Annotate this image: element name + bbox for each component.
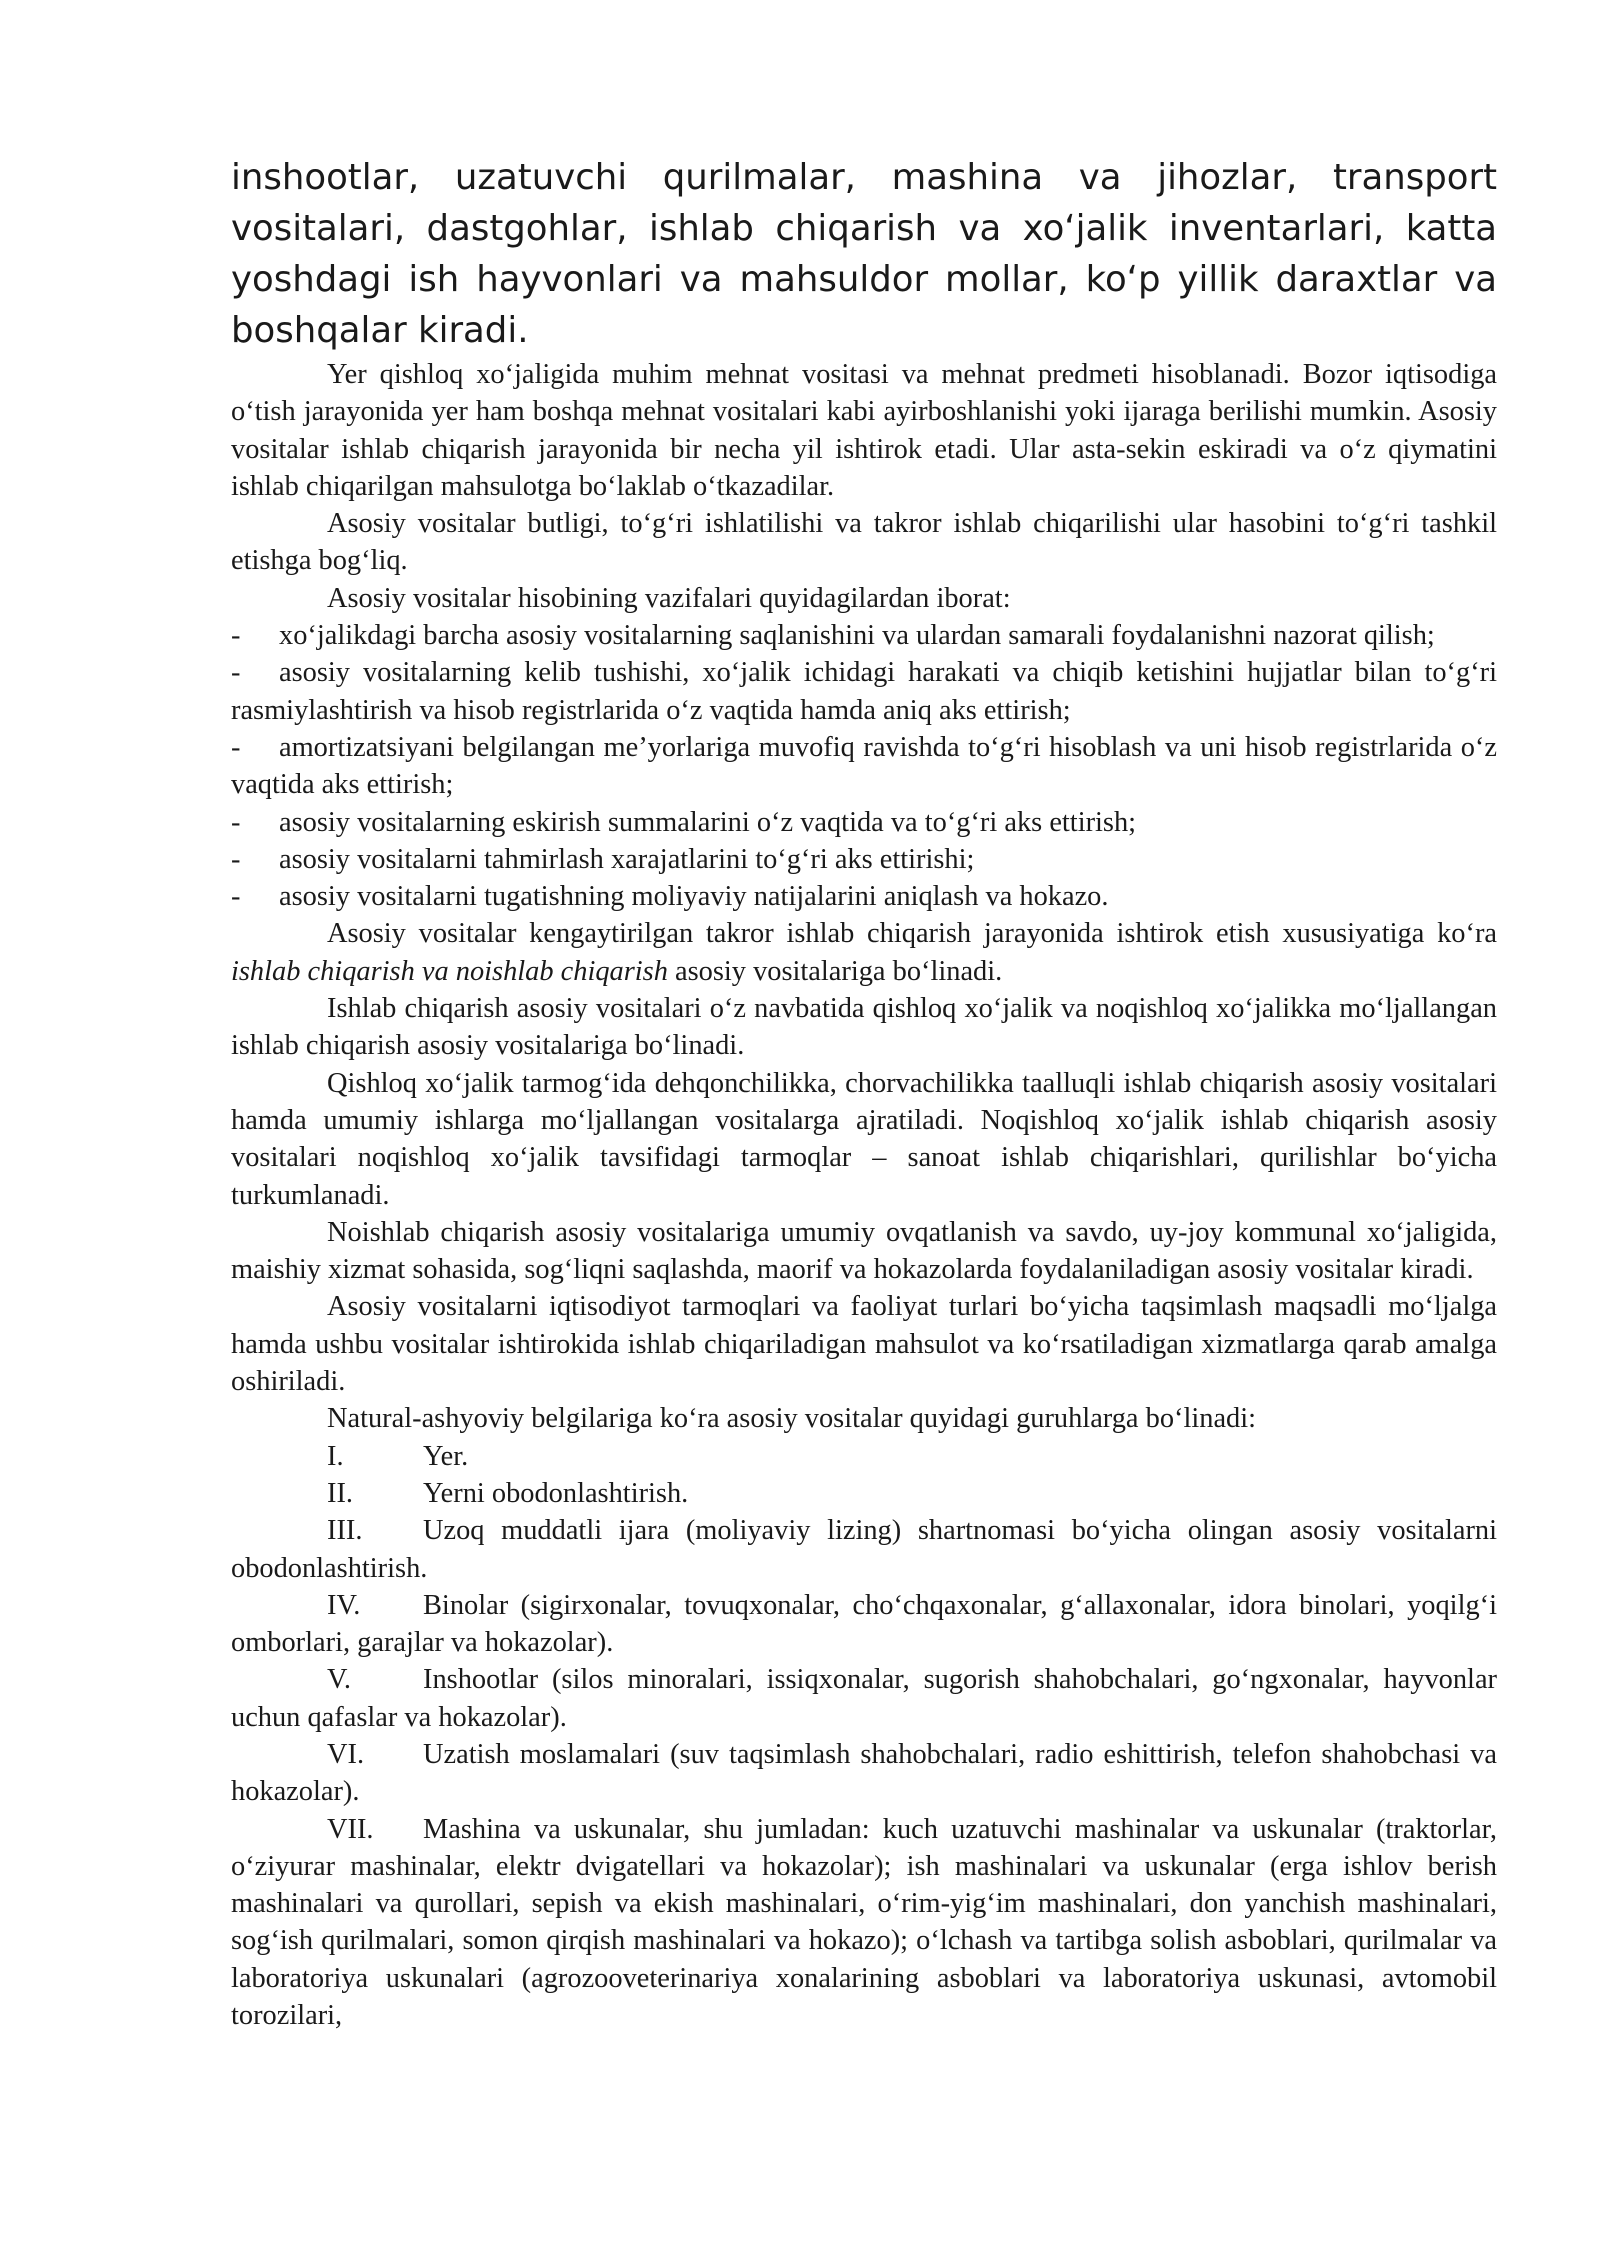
list-item-text: asosiy vositalarni tahmirlash xarajatlarini to‘g‘ri aks ettirishi;	[279, 843, 975, 875]
list-item	[231, 878, 1497, 915]
roman-list-item	[231, 1811, 1497, 2035]
roman-numeral: IV.	[327, 1589, 361, 1621]
paragraph: Asosiy vositalarni iqtisodiyot tarmoqlari va faoliyat turlari bo‘yicha taqsimlash maqsadli mo‘ljalga hamda ushbu vositalar ishtirokida ishlab chiqariladigan mahsulot va ko‘rsatiladigan xizmatlarga qarab amalga oshiriladi.	[231, 1291, 1497, 1398]
dash-marker: -	[231, 881, 241, 913]
roman-list-item	[231, 1512, 1497, 1587]
duties-list	[231, 617, 1497, 915]
paragraph: Asosiy vositalar hisobining vazifalari quyidagilardan iborat:	[327, 582, 1011, 614]
list-item-text: xo‘jalikdagi barcha asosiy vositalarning saqlanishini va ulardan samarali foydalanishni nazorat qilish;	[279, 620, 1435, 652]
dash-marker: -	[231, 657, 241, 689]
roman-item-text: Mashina va uskunalar, shu jumladan: kuch uzatuvchi mashinalar va uskunalar (traktorlar, o‘ziyurar mashinalar, elektr dvigatellari va hokazolar); ish mashinalari va uskunalar (erga ishlov berish mashinalari va qurollari, sepish va ekish mashinalari, o‘rim-yig‘im mashinalari, don yanchish mashinalari, sog‘ish qurilmalari, somon qirqish mashinalari va hokazo); o‘lchash va tartibga solish asboblari, qurilmalar va laboratoriya uskunalari (agrozooveterinariya xonalarining asboblari va laboratoriya uskunasi, avtomobil torozilari,	[231, 1813, 1497, 2032]
roman-item-text: Uzatish moslamalari (suv taqsimlash shahobchalari, radio eshittirish, telefon shahobchasi va hokazolar).	[231, 1738, 1497, 1808]
roman-item-text: Uzoq muddatli ijara (moliyaviy lizing) shartnomasi bo‘yicha olingan asosiy vositalarni obodonlashtirish.	[231, 1515, 1497, 1584]
roman-item-text: Inshootlar (silos minoralari, issiqxonalar, sugorish shahobchalari, go‘ngxonalar, hayvonlar uchun qafaslar va hokazolar).	[231, 1664, 1497, 1733]
groups-list	[231, 1438, 1497, 2035]
paragraph: Natural-ashyoviy belgilariga ko‘ra asosiy vositalar quyidagi guruhlarga bo‘linadi:	[327, 1403, 1257, 1435]
roman-numeral: VII.	[327, 1813, 374, 1845]
list-item	[231, 654, 1497, 729]
roman-item-text: Yer.	[423, 1440, 469, 1472]
dash-marker: -	[231, 843, 241, 875]
emphasis-text: ishlab chiqarish va noishlab chiqarish	[231, 955, 668, 987]
paragraph-text: asosiy vositalariga bo‘linadi.	[667, 955, 1003, 987]
roman-item-text: Binolar (sigirxonalar, tovuqxonalar, cho‘chqaxonalar, g‘allaxonalar, idora binolari, yoqilg‘i omborlari, garajlar va hokazolar).	[231, 1589, 1497, 1659]
roman-item-text: Yerni obodonlashtirish.	[423, 1477, 689, 1509]
document-page	[231, 152, 1497, 2034]
paragraph: Ishlab chiqarish asosiy vositalari o‘z navbatida qishloq xo‘jalik va noqishloq xo‘jalikka mo‘ljallangan ishlab chiqarish asosiy vositalariga bo‘linadi.	[231, 993, 1497, 1062]
paragraph-text: Asosiy vositalar kengaytirilgan takror ishlab chiqarish jarayonida ishtirok etish xususiyatiga ko‘ra	[327, 918, 1497, 950]
list-item-text: asosiy vositalarning kelib tushishi, xo‘jalik ichidagi harakati va chiqib ketishini hujjatlar bilan to‘g‘ri rasmiylashtirish va hisob registrlarida o‘z vaqtida hamda aniq aks ettirish;	[231, 657, 1497, 726]
lead-paragraph: inshootlar, uzatuvchi qurilmalar, mashina va jihozlar, transport vositalari, dastgohlar, ishlab chiqarish va xo‘jalik inventarlari, katta yoshdagi ish hayvonlari va mahsuldor mollar, ko‘p yillik daraxtlar va boshqalar kiradi.	[231, 157, 1497, 351]
roman-list-item	[231, 1587, 1497, 1662]
dash-marker: -	[231, 620, 241, 652]
roman-numeral: II.	[327, 1477, 354, 1509]
roman-list-item	[231, 1475, 1497, 1512]
document-body	[231, 356, 1497, 2034]
roman-numeral: III.	[327, 1515, 363, 1547]
roman-list-item	[231, 1736, 1497, 1811]
roman-numeral: I.	[327, 1440, 344, 1472]
dash-marker: -	[231, 731, 241, 763]
list-item-text: amortizatsiyani belgilangan me’yorlariga muvofiq ravishda to‘g‘ri hisoblash va uni hisob registrlarida o‘z vaqtida aks ettirish;	[231, 731, 1497, 801]
list-item-text: asosiy vositalarni tugatishning moliyaviy natijalarini aniqlash va hokazo.	[279, 881, 1109, 913]
list-item	[231, 617, 1497, 654]
roman-list-item	[231, 1661, 1497, 1736]
roman-numeral: VI.	[327, 1738, 365, 1770]
list-item	[231, 841, 1497, 878]
list-item	[231, 804, 1497, 841]
paragraph: Qishloq xo‘jalik tarmog‘ida dehqonchilikka, chorvachilikka taalluqli ishlab chiqarish asosiy vositalari hamda umumiy ishlarga mo‘ljallangan vositalarga ajratiladi. Noqishloq xo‘jalik ishlab chiqarish asosiy vositalari noqishloq xo‘jalik tavsifidagi tarmoqlar – sanoat ishlab chiqarishlari, qurilishlar bo‘yicha turkumlanadi.	[231, 1067, 1497, 1211]
paragraph: Asosiy vositalar butligi, to‘g‘ri ishlatilishi va takror ishlab chiqarilishi ular hasobini to‘g‘ri tashkil etishga bog‘liq.	[231, 508, 1497, 577]
roman-numeral: V.	[327, 1664, 351, 1696]
paragraph	[231, 915, 1497, 990]
list-item	[231, 729, 1497, 804]
dash-marker: -	[231, 806, 241, 838]
list-item-text: asosiy vositalarning eskirish summalarini o‘z vaqtida va to‘g‘ri aks ettirish;	[279, 806, 1137, 838]
paragraph: Yer qishloq xo‘jaligida muhim mehnat vositasi va mehnat predmeti hisoblanadi. Bozor iqtisodiga o‘tish jarayonida yer ham boshqa mehnat vositalari kabi ayirboshlanishi yoki ijaraga berilishi mumkin. Asosiy vositalar ishlab chiqarish jarayonida bir necha yil ishtirok etadi. Ular asta-sekin eskiradi va o‘z qiymatini ishlab chiqarilgan mahsulotga bo‘laklab o‘tkazadilar.	[231, 359, 1497, 502]
paragraph: Noishlab chiqarish asosiy vositalariga umumiy ovqatlanish va savdo, uy-joy kommunal xo‘jaligida, maishiy xizmat sohasida, sog‘liqni saqlashda, maorif va hokazolarda foydalaniladigan asosiy vositalar kiradi.	[231, 1216, 1497, 1286]
roman-list-item	[231, 1438, 1497, 1475]
